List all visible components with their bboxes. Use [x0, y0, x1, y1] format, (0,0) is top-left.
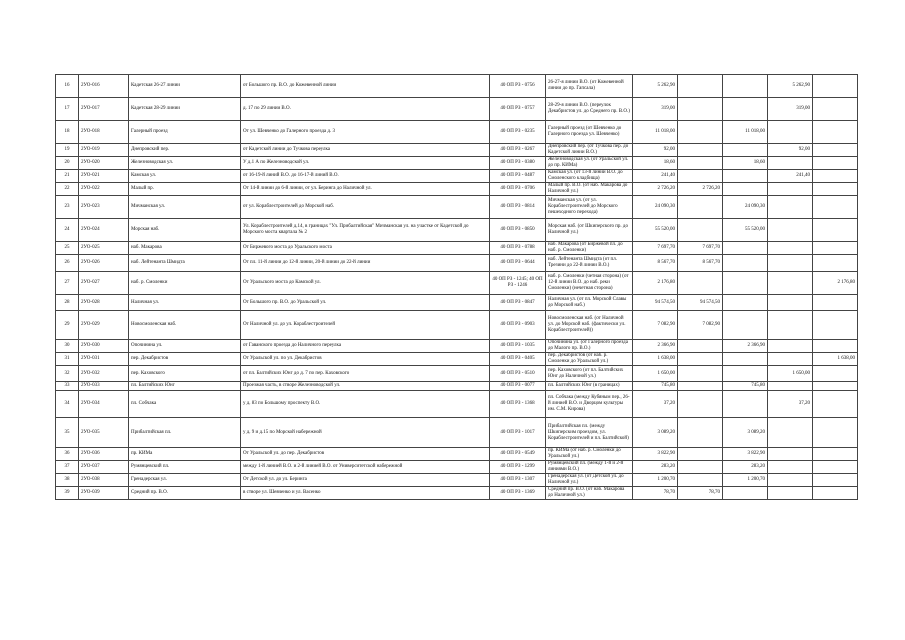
road-code: 40 ОП РЗ - 0405	[490, 353, 546, 366]
value-total: 37,20	[633, 391, 678, 418]
row-number: 37	[56, 461, 79, 474]
section-description: От Большого пр. В.О. до Уральской ул.	[241, 295, 490, 311]
value-col-5	[813, 183, 858, 196]
street-name: Малый пр.	[129, 183, 241, 196]
value-total: 24 090,30	[633, 196, 678, 219]
row-id: 2УО-026	[79, 255, 129, 272]
value-total: 55 520,00	[633, 219, 678, 242]
value-col-5: 1 638,00	[813, 353, 858, 366]
value-col-5	[813, 418, 858, 448]
table-row	[56, 255, 858, 272]
road-extent: Днепровский пер. (от Тучкова пер. до Кадетской линии В.О.)	[546, 144, 633, 157]
street-name: Новосмоленская наб.	[129, 311, 241, 340]
value-col-4	[768, 311, 813, 340]
value-col-3	[723, 170, 768, 183]
road-code: 40 ОП РЗ - 0235	[490, 121, 546, 144]
street-name: Румянцевский пл.	[129, 461, 241, 474]
table-row	[56, 242, 858, 255]
value-col-4	[768, 418, 813, 448]
table-row	[56, 461, 858, 474]
road-code: 40 ОП РЗ - 0549	[490, 448, 546, 461]
value-total: 1 638,00	[633, 353, 678, 366]
street-name: Опочинина ул.	[129, 340, 241, 353]
road-extent: пер. Каховского (от пл. Балтийских Юнг до Наличной ул.)	[546, 366, 633, 382]
section-description: От пл. 11-й линии до 12-й линии, 20-й линии до 22-й линии	[241, 255, 490, 272]
value-col-3	[723, 311, 768, 340]
road-extent: наб. р. Смоленки (четная сторона) (от 12-й линии В.О. до наб. реки Смоленки) (нечетная сторона)	[546, 272, 633, 295]
street-name: Днепровский пер.	[129, 144, 241, 157]
row-number: 29	[56, 311, 79, 340]
road-extent: Камская ул. (от 13-й линии В.О. до Смоленского кладбища)	[546, 170, 633, 183]
section-description: Проезжая часть, в створе Железноводской ул.	[241, 382, 490, 391]
road-code: 40 ОП РЗ - 0510	[490, 366, 546, 382]
table-row	[56, 340, 858, 353]
table-row	[56, 98, 858, 121]
row-id: 2УО-037	[79, 461, 129, 474]
value-col-4: 1 650,00	[768, 366, 813, 382]
value-col-5	[813, 98, 858, 121]
value-col-5	[813, 382, 858, 391]
value-col-2	[678, 170, 723, 183]
value-col-5	[813, 121, 858, 144]
road-extent: Железноводская ул. (от Уральской ул. до пр. КИМа)	[546, 157, 633, 170]
table-row	[56, 474, 858, 487]
value-col-3	[723, 272, 768, 295]
road-extent: Прибалтийская пл. (между Шкиперским проездом, ул. Кораблестроителей и пл. Балтийской)	[546, 418, 633, 448]
section-description: Ул. Кораблестроителей д.14, в границах "Ул. Прибалтийская" Мичманская ул. на участке от Кадетской до Морского моста квартала № 2	[241, 219, 490, 242]
value-col-3: 18,60	[723, 157, 768, 170]
row-number: 31	[56, 353, 79, 366]
value-col-4	[768, 382, 813, 391]
row-id: 2УО-027	[79, 272, 129, 295]
value-col-4	[768, 448, 813, 461]
value-col-4: 319,00	[768, 98, 813, 121]
road-code: 40 ОП РЗ - 0380	[490, 157, 546, 170]
road-extent: 28-29-я линии В.О. (переулок Декабристов ул. до Среднего пр. В.О.)	[546, 98, 633, 121]
row-number: 17	[56, 98, 79, 121]
value-col-4	[768, 487, 813, 500]
value-col-2	[678, 157, 723, 170]
row-id: 2УО-032	[79, 366, 129, 382]
road-code: 40 ОП РЗ - 1299	[490, 461, 546, 474]
road-extent: пер. Декабристов (от наб. р. Смоленки до Уральской ул.)	[546, 353, 633, 366]
section-description: от Кадетской линии до Тучкова переулка	[241, 144, 490, 157]
row-number: 18	[56, 121, 79, 144]
value-col-5	[813, 474, 858, 487]
value-col-4	[768, 157, 813, 170]
table-body	[56, 75, 858, 500]
street-name: пер. Декабристов	[129, 353, 241, 366]
section-description: От Уральского моста до Камской ул.	[241, 272, 490, 295]
road-extent: пр. КИМа (от наб. р. Смоленки до Уральской ул.)	[546, 448, 633, 461]
table-row	[56, 448, 858, 461]
road-code: 40 ОП РЗ - 0487	[490, 170, 546, 183]
table-row	[56, 196, 858, 219]
section-description: от пл. Балтийских Юнг до д. 7 по пер. Каховского	[241, 366, 490, 382]
value-col-3: 2 366,90	[723, 340, 768, 353]
value-col-4	[768, 121, 813, 144]
section-description: от 16-19-й линий В.О. до 16-17-й линий В.О.	[241, 170, 490, 183]
value-col-4	[768, 353, 813, 366]
table-row	[56, 219, 858, 242]
table-row	[56, 75, 858, 98]
value-col-4	[768, 340, 813, 353]
road-extent: Румянцевский пл. (между 1-й и 2-й линиями В.О.)	[546, 461, 633, 474]
street-name: наб. Макарова	[129, 242, 241, 255]
value-col-2	[678, 461, 723, 474]
street-name: Прибалтийская пл.	[129, 418, 241, 448]
value-col-4	[768, 272, 813, 295]
row-id: 2УО-039	[79, 487, 129, 500]
value-total: 283,20	[633, 461, 678, 474]
road-extent: Новосмоленская наб. (от Наличной ул. до Морской наб. (фактически ул. Кораблестроителей))	[546, 311, 633, 340]
road-extent: пл. Собчака (между Кубяным пер., 26-й линией В.О. и Дворцом культуры им. С.М. Кирова)	[546, 391, 633, 418]
row-id: 2УО-018	[79, 121, 129, 144]
road-code: 40 ОП РЗ - 0814	[490, 196, 546, 219]
value-col-2	[678, 121, 723, 144]
value-col-5	[813, 242, 858, 255]
street-name: Гренадерская ул.	[129, 474, 241, 487]
row-id: 2УО-031	[79, 353, 129, 366]
street-name: Камская ул.	[129, 170, 241, 183]
value-col-5	[813, 170, 858, 183]
street-name: Галерный проезд	[129, 121, 241, 144]
road-code: 40 ОП РЗ - 0756	[490, 75, 546, 98]
row-number: 26	[56, 255, 79, 272]
row-id: 2УО-020	[79, 157, 129, 170]
section-description: у д. 83 по Большому проспекту В.О.	[241, 391, 490, 418]
section-description: От Уральской ул. до пер. Декабристов	[241, 448, 490, 461]
value-total: 92,00	[633, 144, 678, 157]
value-col-5	[813, 196, 858, 219]
road-code: 40 ОП РЗ - 0757	[490, 98, 546, 121]
section-description: от ул. Кораблестроителей до Морской наб.	[241, 196, 490, 219]
value-total: 7 082,90	[633, 311, 678, 340]
row-number: 23	[56, 196, 79, 219]
value-total: 7 697,70	[633, 242, 678, 255]
table-row	[56, 487, 858, 500]
value-col-5	[813, 255, 858, 272]
value-col-5	[813, 448, 858, 461]
value-col-2	[678, 448, 723, 461]
row-number: 16	[56, 75, 79, 98]
section-description: От Уральской ул. по ул. Декабристов	[241, 353, 490, 366]
value-col-3: 283,20	[723, 461, 768, 474]
value-col-2	[678, 366, 723, 382]
roads-table	[55, 74, 858, 500]
document-sheet	[55, 74, 858, 500]
row-number: 20	[56, 157, 79, 170]
road-code: 40 ОП РЗ - 1017	[490, 418, 546, 448]
value-col-2	[678, 353, 723, 366]
value-col-3	[723, 144, 768, 157]
row-id: 2УО-019	[79, 144, 129, 157]
section-description: От Детской ул. до ул. Беринга	[241, 474, 490, 487]
value-col-4	[768, 196, 813, 219]
value-col-2	[678, 272, 723, 295]
row-id: 2УО-029	[79, 311, 129, 340]
value-col-4: 37,20	[768, 391, 813, 418]
row-number: 33	[56, 382, 79, 391]
value-total: 8 567,70	[633, 255, 678, 272]
value-col-2	[678, 196, 723, 219]
row-id: 2УО-035	[79, 418, 129, 448]
value-col-4	[768, 255, 813, 272]
street-name: пр. КИМа	[129, 448, 241, 461]
value-col-2: 7 082,90	[678, 311, 723, 340]
road-code: 40 ОП РЗ - 0903	[490, 311, 546, 340]
value-col-5: 2 176,80	[813, 272, 858, 295]
table-row	[56, 183, 858, 196]
value-col-4	[768, 295, 813, 311]
row-id: 2УО-017	[79, 98, 129, 121]
table-row	[56, 311, 858, 340]
value-col-2: 94 574,50	[678, 295, 723, 311]
row-number: 19	[56, 144, 79, 157]
value-col-5	[813, 311, 858, 340]
table-row	[56, 353, 858, 366]
row-number: 36	[56, 448, 79, 461]
row-number: 38	[56, 474, 79, 487]
section-description: д. 17 по 29 линии В.О.	[241, 98, 490, 121]
value-col-2	[678, 98, 723, 121]
value-col-3	[723, 366, 768, 382]
value-total: 5 262,90	[633, 75, 678, 98]
table-row	[56, 170, 858, 183]
street-name: Мичманская ул.	[129, 196, 241, 219]
road-code: 40 ОП РЗ - 0788	[490, 242, 546, 255]
section-description: От Биржевого моста до Уральского моста	[241, 242, 490, 255]
road-code: 40 ОП РЗ - 1368	[490, 391, 546, 418]
road-extent: Малый пр. В.О. (от наб. Макарова до Наличной ул.)	[546, 183, 633, 196]
value-total: 3 822,90	[633, 448, 678, 461]
row-number: 27	[56, 272, 79, 295]
row-number: 24	[56, 219, 79, 242]
value-col-4	[768, 219, 813, 242]
street-name: Железноводская ул.	[129, 157, 241, 170]
row-id: 2УО-034	[79, 391, 129, 418]
road-code: 40 ОП РЗ - 0644	[490, 255, 546, 272]
road-extent: Галерный проезд (от Шевченко до Галерного проезда ул. Шевченко)	[546, 121, 633, 144]
value-col-2	[678, 391, 723, 418]
road-extent: 26-27-я линии В.О. (от Кожевенной линии до пр. Гапсала)	[546, 75, 633, 98]
row-id: 2УО-038	[79, 474, 129, 487]
road-code: 40 ОП РЗ - 1369	[490, 487, 546, 500]
row-number: 21	[56, 170, 79, 183]
value-col-2: 7 697,70	[678, 242, 723, 255]
table-row	[56, 157, 858, 170]
road-code: 40 ОП РЗ - 1307	[490, 474, 546, 487]
value-col-2: 8 567,70	[678, 255, 723, 272]
value-col-4	[768, 183, 813, 196]
value-col-3	[723, 255, 768, 272]
section-description: у д. 9 и д.15 по Морской набережной	[241, 418, 490, 448]
value-col-5	[813, 219, 858, 242]
section-description: От Наличной ул. до ул. Кораблестроителей	[241, 311, 490, 340]
row-id: 2УО-033	[79, 382, 129, 391]
street-name: пл. Собчака	[129, 391, 241, 418]
value-col-3	[723, 295, 768, 311]
section-description: в створе ул. Шевченко и ул. Васенко	[241, 487, 490, 500]
street-name: Кадетская 26-27 линии	[129, 75, 241, 98]
value-col-3: 24 090,30	[723, 196, 768, 219]
row-id: 2УО-016	[79, 75, 129, 98]
street-name: Морская наб.	[129, 219, 241, 242]
value-total: 745,80	[633, 382, 678, 391]
street-name: наб. р. Смоленки	[129, 272, 241, 295]
value-col-5	[813, 75, 858, 98]
value-col-3	[723, 391, 768, 418]
value-total: 11 018,00	[633, 121, 678, 144]
value-col-5	[813, 391, 858, 418]
value-col-2: 2 726,20	[678, 183, 723, 196]
table-row	[56, 366, 858, 382]
section-description: от Гаванского проезда до Наличного переулка	[241, 340, 490, 353]
section-description: между 1-й линией В.О. и 2-й линией В.О. от Университетской набережной	[241, 461, 490, 474]
value-col-2: 78,70	[678, 487, 723, 500]
value-col-3	[723, 183, 768, 196]
value-col-3	[723, 75, 768, 98]
value-col-3	[723, 242, 768, 255]
row-id: 2УО-024	[79, 219, 129, 242]
value-col-4	[768, 242, 813, 255]
value-total: 1 200,70	[633, 474, 678, 487]
road-extent: Морская наб. (от Шкиперского пр. до Наличной ул.)	[546, 219, 633, 242]
value-total: 94 574,50	[633, 295, 678, 311]
table-row	[56, 382, 858, 391]
section-description: У д.1 А по Железноводской ул.	[241, 157, 490, 170]
road-extent: Гренадерская ул. (от Детской ул. до Наличной ул.)	[546, 474, 633, 487]
value-col-5	[813, 487, 858, 500]
road-code: 40 ОП РЗ - 1245; 40 ОП РЗ - 1246	[490, 272, 546, 295]
road-extent: Средний пр. В.О. (от наб. Макарова до Наличной ул.)	[546, 487, 633, 500]
value-col-3: 745,80	[723, 382, 768, 391]
value-total: 2 176,80	[633, 272, 678, 295]
value-col-2	[678, 382, 723, 391]
section-description: От ул. Шевченко до Галерного проезда д. 3	[241, 121, 490, 144]
row-id: 2УО-028	[79, 295, 129, 311]
row-number: 30	[56, 340, 79, 353]
row-number: 35	[56, 418, 79, 448]
street-name: пер. Каховского	[129, 366, 241, 382]
value-col-4: 241,40	[768, 170, 813, 183]
value-col-5	[813, 157, 858, 170]
value-col-2	[678, 418, 723, 448]
value-col-5	[813, 340, 858, 353]
value-total: 241,40	[633, 170, 678, 183]
value-total: 2 366,90	[633, 340, 678, 353]
value-col-2	[678, 340, 723, 353]
street-name: Средний пр. В.О.	[129, 487, 241, 500]
value-total: 18,60	[633, 157, 678, 170]
road-code: 40 ОП РЗ - 0847	[490, 295, 546, 311]
value-col-4: 5 262,90	[768, 75, 813, 98]
road-code: 40 ОП РЗ - 1035	[490, 340, 546, 353]
road-code: 40 ОП РЗ - 0267	[490, 144, 546, 157]
road-extent: наб. Макарова (от Биржевой пл. до наб. р. Смоленки)	[546, 242, 633, 255]
value-col-5	[813, 295, 858, 311]
row-id: 2УО-021	[79, 170, 129, 183]
road-extent: Наличная ул. (от пл. Морской Славы до Морской наб.)	[546, 295, 633, 311]
value-col-2	[678, 144, 723, 157]
row-number: 34	[56, 391, 79, 418]
section-description: от Большого пр. В.О. до Кожевенной линии	[241, 75, 490, 98]
street-name: Кадетская 28-29 линии	[129, 98, 241, 121]
row-id: 2УО-036	[79, 448, 129, 461]
street-name: пл. Балтийских Юнг	[129, 382, 241, 391]
table-row	[56, 295, 858, 311]
row-id: 2УО-023	[79, 196, 129, 219]
value-col-3: 11 018,00	[723, 121, 768, 144]
street-name: наб. Лейтенанта Шмидта	[129, 255, 241, 272]
value-col-3	[723, 353, 768, 366]
road-extent: Опочинина ул. (от Галерного проезда до Малого пр. В.О.)	[546, 340, 633, 353]
table-row	[56, 121, 858, 144]
value-col-5	[813, 461, 858, 474]
value-total: 319,00	[633, 98, 678, 121]
value-total: 1 650,00	[633, 366, 678, 382]
road-code: 40 ОП РЗ - 0850	[490, 219, 546, 242]
value-col-4	[768, 474, 813, 487]
row-number: 28	[56, 295, 79, 311]
value-col-3: 3 822,90	[723, 448, 768, 461]
row-id: 2УО-030	[79, 340, 129, 353]
row-number: 39	[56, 487, 79, 500]
value-col-2	[678, 75, 723, 98]
row-id: 2УО-022	[79, 183, 129, 196]
road-code: 40 ОП РЗ - 0706	[490, 183, 546, 196]
value-col-4: 92,00	[768, 144, 813, 157]
value-col-2	[678, 219, 723, 242]
row-number: 25	[56, 242, 79, 255]
table-row	[56, 272, 858, 295]
value-total: 2 726,20	[633, 183, 678, 196]
value-col-4	[768, 461, 813, 474]
value-total: 78,70	[633, 487, 678, 500]
row-id: 2УО-025	[79, 242, 129, 255]
table-row	[56, 391, 858, 418]
road-code: 40 ОП РЗ - 0077	[490, 382, 546, 391]
road-extent: пл. Балтийских Юнг (в границах)	[546, 382, 633, 391]
value-col-3	[723, 487, 768, 500]
value-col-3: 1 200,70	[723, 474, 768, 487]
value-col-3	[723, 98, 768, 121]
value-col-2	[678, 474, 723, 487]
row-number: 22	[56, 183, 79, 196]
table-row	[56, 144, 858, 157]
value-col-5	[813, 144, 858, 157]
street-name: Наличная ул.	[129, 295, 241, 311]
road-extent: Мичманская ул. (от ул. Кораблестроителей до Морского пешеходного перехода)	[546, 196, 633, 219]
road-extent: наб. Лейтенанта Шмидта (от пл. Трезини до 22-й линии В.О.)	[546, 255, 633, 272]
value-total: 3 089,20	[633, 418, 678, 448]
value-col-5	[813, 366, 858, 382]
value-col-3: 3 089,20	[723, 418, 768, 448]
section-description: От 14-й линии до 6-й линии, от ул. Беринга до Наличной ул.	[241, 183, 490, 196]
table-row	[56, 418, 858, 448]
value-col-3: 55 520,00	[723, 219, 768, 242]
row-number: 32	[56, 366, 79, 382]
